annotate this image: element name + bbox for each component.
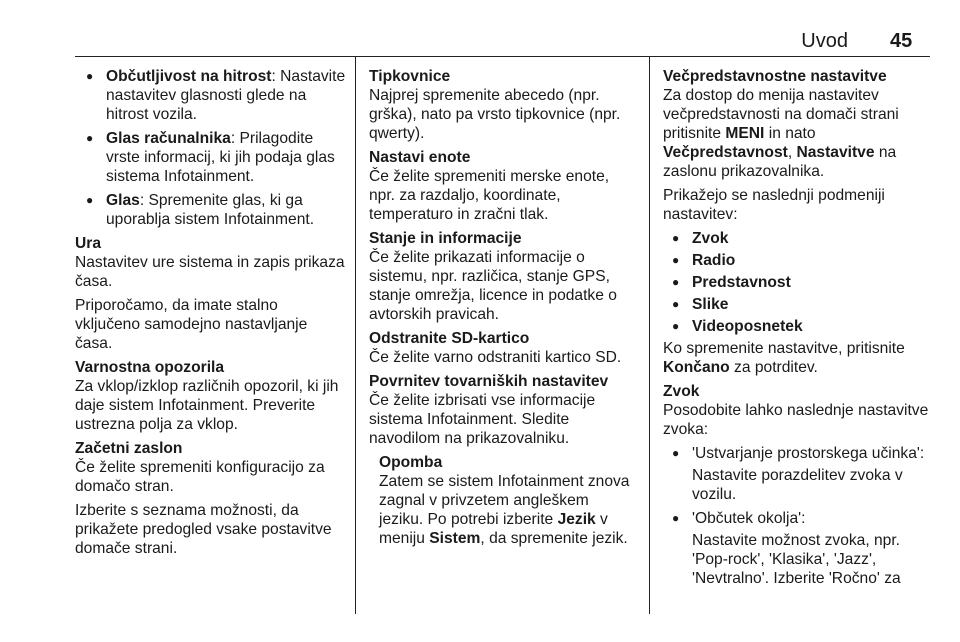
paragraph: Nastavitev ure sistema in zapis prikaza časa. [75,254,345,290]
list-item-detail: Nastavite porazdelitev zvoka v vozilu. [692,467,903,503]
paragraph: Če želite spremeniti merske enote, npr. za razdaljo, koordinate, temperaturo in zračni tlak. [369,168,610,223]
column-3 [663,67,935,593]
list-item: ● Radio [663,251,935,270]
paragraph: Posodobite lahko naslednje nastavitve zvoka: [663,402,929,438]
section-heading-tipkovnice: Tipkovnice [369,68,451,85]
note-box [369,453,636,548]
column-divider-1 [355,56,356,614]
paragraph: Prikažejo se naslednji podmeniji nastavitev: [663,187,885,223]
paragraph: Za dostop do menija nastavitev večpredstavnosti na domači strani pritisnite MENI in nato Večpredstavnost, Nastavitve na zaslonu prikazovalnika. [663,87,899,180]
paragraph: Če želite spremeniti konfiguracijo za domačo stran. [75,459,325,495]
list-item: ● Občutljivost na hitrost: Nastavite nastavitev glasnosti glede na hitrost vozila. [75,67,347,124]
section-heading-varnostna: Varnostna opozorila [75,359,225,376]
list-item: ● Predstavnost [663,273,935,292]
paragraph: Če želite prikazati informacije o sistemu, npr. različica, stanje GPS, stanje omrežja, licence in podatke o avtorskih pravicah. [369,249,617,323]
section-heading-ura: Ura [75,235,102,252]
header-rule [75,56,930,57]
list-item: ● Slike [663,295,935,314]
note-text: Zatem se sistem Infotainment znova zagnal v privzetem angleškem jeziku. Po potrebi izberite Jezik v meniju Sistem, da spremenite jezik. [379,473,630,547]
list-item: ● Zvok [663,229,935,248]
list-item-detail: Nastavite možnost zvoka, npr. 'Pop-rock', 'Klasika', 'Jazz', 'Nevtralno'. Izberite 'Ročno' za [692,532,901,587]
term: Glas [106,192,140,209]
note-heading: Opomba [379,454,443,471]
list-item: ● 'Občutek okolja': [663,509,935,528]
list-item: ● Glas: Spremenite glas, ki ga uporablja sistem Infotainment. [75,191,347,229]
column-2 [369,67,636,553]
term: Glas računalnika [106,130,231,147]
section-heading-zvok: Zvok [663,383,700,400]
paragraph: Za vklop/izklop različnih opozoril, ki jih daje sistem Infotainment. Preverite ustrezna polja za vklop. [75,378,339,433]
paragraph: Ko spremenite nastavitve, pritisnite Končano za potrditev. [663,340,905,376]
paragraph: Če želite izbrisati vse informacije sistema Infotainment. Sledite navodilom na prikazovalniku. [369,392,596,447]
section-heading-stanje: Stanje in informacije [369,230,522,247]
term: Občutljivost na hitrost [106,68,272,85]
section-heading-sd: Odstranite SD-kartico [369,330,530,347]
page-section-title: Uvod [801,30,848,52]
column-divider-2 [649,56,650,614]
paragraph: Priporočamo, da imate stalno vključeno samodejno nastavljanje časa. [75,297,308,352]
list-item: ● Glas računalnika: Prilagodite vrste informacij, ki jih podaja glas sistema Infotainment. [75,129,347,186]
page-number: 45 [890,30,913,52]
section-heading-zacetni: Začetni zaslon [75,440,183,457]
list-item: ● 'Ustvarjanje prostorskega učinka': [663,444,935,463]
section-heading-vecpredstavnost: Večpredstavnostne nastavitve [663,68,887,85]
column-1 [75,67,347,563]
paragraph: Če želite varno odstraniti kartico SD. [369,349,622,366]
section-heading-enote: Nastavi enote [369,149,471,166]
paragraph: Izberite s seznama možnosti, da prikažete predogled vsake postavitve domače strani. [75,502,332,557]
section-heading-povrnitev: Povrnitev tovarniških nastavitev [369,373,609,390]
list-item: ● Videoposnetek [663,317,935,336]
paragraph: Najprej spremenite abecedo (npr. grška), nato pa vrsto tipkovnice (npr. qwerty). [369,87,621,142]
